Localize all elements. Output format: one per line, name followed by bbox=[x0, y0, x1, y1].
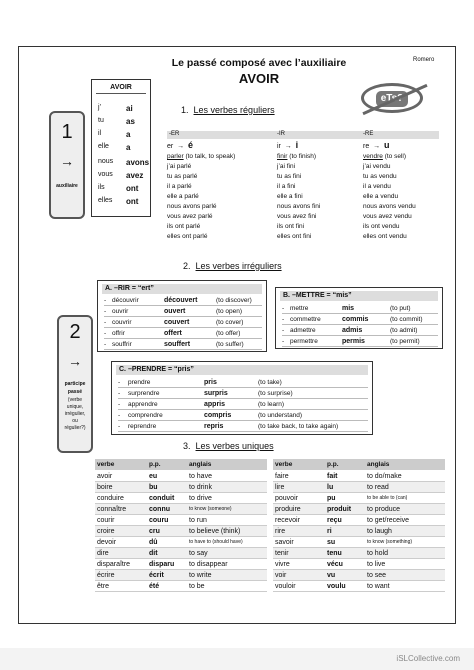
verb-row bbox=[118, 400, 368, 410]
unique-verb-row bbox=[273, 548, 445, 559]
infinitive: mettre bbox=[290, 305, 309, 312]
translation: to say bbox=[189, 550, 208, 557]
translation: (to suffer) bbox=[216, 341, 244, 348]
site-watermark: iSLCollective.com bbox=[396, 654, 460, 663]
verb: boire bbox=[97, 484, 113, 491]
pronoun: elles bbox=[98, 197, 113, 204]
translation: (to take) bbox=[258, 379, 282, 386]
er-column bbox=[167, 140, 275, 242]
past-participle: appris bbox=[204, 401, 226, 408]
verb-row bbox=[104, 340, 262, 350]
infinitive: comprendre bbox=[128, 412, 163, 419]
past-participle: tenu bbox=[327, 550, 342, 557]
verb-row bbox=[118, 411, 368, 421]
verb-row bbox=[104, 329, 262, 339]
bullet: - bbox=[104, 330, 107, 337]
conj-row bbox=[98, 197, 139, 206]
section-title: Les verbes irréguliers bbox=[195, 261, 282, 271]
infinitive: reprendre bbox=[128, 423, 157, 430]
translation: (to understand) bbox=[258, 412, 303, 419]
er-form: vous avez parlé bbox=[167, 213, 213, 220]
arrow-icon: → bbox=[373, 143, 381, 150]
past-participle: offert bbox=[164, 330, 182, 337]
pp-ending: é bbox=[188, 140, 194, 150]
infinitive: admettre bbox=[290, 327, 316, 334]
step-1-box bbox=[49, 111, 85, 219]
past-participle: pu bbox=[327, 495, 336, 502]
translation: to have to (should have) bbox=[189, 539, 243, 545]
step-2-line: irrégulier, bbox=[64, 411, 86, 417]
past-participle: souffert bbox=[164, 341, 191, 348]
past-participle: commis bbox=[342, 316, 369, 323]
arrow-icon: → bbox=[284, 143, 292, 150]
verb: être bbox=[97, 583, 110, 590]
past-participle: compris bbox=[204, 412, 232, 419]
unique-verb-row bbox=[95, 570, 267, 581]
translation: to see bbox=[367, 572, 387, 579]
pp-ending: u bbox=[384, 140, 390, 150]
section-1-heading bbox=[181, 105, 275, 115]
footer-bar bbox=[0, 648, 474, 670]
translation: to laugh bbox=[367, 528, 392, 535]
ending: ir bbox=[277, 143, 281, 150]
past-participle: lu bbox=[327, 484, 334, 491]
bullet: - bbox=[282, 338, 285, 345]
unique-verb-row bbox=[95, 504, 267, 515]
step-2-line: participe bbox=[64, 381, 86, 387]
unique-verb-row bbox=[273, 493, 445, 504]
ir-form: il a fini bbox=[277, 183, 296, 190]
past-participle: repris bbox=[204, 423, 224, 430]
conj-row bbox=[98, 184, 139, 193]
unique-verb-row bbox=[95, 526, 267, 537]
past-participle: couvert bbox=[164, 319, 190, 326]
box-prendre bbox=[111, 361, 373, 435]
bullet: - bbox=[104, 308, 107, 315]
unique-verbs-table bbox=[95, 459, 445, 605]
column-header: p.p. bbox=[327, 461, 339, 468]
unique-verb-row bbox=[273, 471, 445, 482]
unique-verb-row bbox=[95, 537, 267, 548]
past-participle: conduit bbox=[149, 495, 175, 502]
verb: vivre bbox=[275, 561, 290, 568]
translation: to hold bbox=[367, 550, 389, 557]
er-form: nous avons parlé bbox=[167, 203, 217, 210]
section-title: Les verbes uniques bbox=[195, 441, 274, 451]
verb: rire bbox=[275, 528, 286, 535]
conj-row bbox=[98, 104, 133, 113]
aux-form: a bbox=[126, 143, 131, 152]
re-form: vous avez vendu bbox=[363, 213, 412, 220]
prohibition-slash bbox=[362, 84, 427, 115]
er-form: il a parlé bbox=[167, 183, 192, 190]
translation: to want bbox=[367, 583, 390, 590]
pronoun: j’ bbox=[98, 104, 102, 111]
bullet: - bbox=[118, 401, 121, 408]
speech-bubble-icon: eTs? bbox=[376, 91, 408, 107]
column-header: p.p. bbox=[149, 461, 161, 468]
translation: (to cover) bbox=[216, 319, 244, 326]
verb: faire bbox=[275, 473, 289, 480]
re-form: elle a vendu bbox=[363, 193, 399, 200]
unique-verb-row bbox=[273, 559, 445, 570]
column-header: verbe bbox=[275, 461, 293, 468]
step-2-line: régulier?) bbox=[64, 425, 86, 431]
translation: to run bbox=[189, 517, 207, 524]
arrow-right-icon: → bbox=[68, 353, 82, 369]
ir-form: elles ont fini bbox=[277, 233, 312, 240]
verb-row bbox=[282, 315, 438, 325]
re-header: -RE bbox=[363, 131, 374, 137]
translation: to read bbox=[367, 484, 389, 491]
verb: recevoir bbox=[275, 517, 300, 524]
infinitive: finir bbox=[277, 153, 288, 160]
past-participle: ri bbox=[327, 528, 332, 535]
unique-verb-row bbox=[95, 515, 267, 526]
past-participle: mis bbox=[342, 305, 355, 312]
bullet: - bbox=[118, 390, 121, 397]
er-form: j’ai parlé bbox=[167, 163, 192, 170]
infinitive: permettre bbox=[290, 338, 318, 345]
pronoun: vous bbox=[98, 171, 113, 178]
section-title: Les verbes réguliers bbox=[193, 105, 275, 115]
infinitive: couvrir bbox=[112, 319, 132, 326]
translation: (to open) bbox=[216, 308, 243, 315]
step-1-number: 1 bbox=[61, 121, 73, 143]
aux-form: avons bbox=[126, 158, 150, 167]
unique-verb-row bbox=[95, 482, 267, 493]
ir-column bbox=[277, 140, 363, 242]
past-participle: produit bbox=[327, 506, 352, 513]
translation: to get/receive bbox=[367, 517, 410, 524]
translation: to disappear bbox=[189, 561, 228, 568]
verb-row bbox=[104, 307, 262, 317]
verb-row bbox=[282, 304, 438, 314]
ending: er bbox=[167, 143, 174, 150]
aux-form: as bbox=[126, 117, 135, 126]
ir-form: j’ai fini bbox=[277, 163, 296, 170]
ir-form: ils ont fini bbox=[277, 223, 305, 230]
infinitive: parler bbox=[167, 153, 184, 160]
bullet: - bbox=[282, 316, 285, 323]
ir-rule bbox=[277, 140, 363, 152]
translation: to know (someone) bbox=[189, 506, 232, 512]
step-2-box bbox=[57, 315, 93, 453]
past-participle: su bbox=[327, 539, 336, 546]
past-participle: bu bbox=[149, 484, 158, 491]
past-participle: connu bbox=[149, 506, 170, 513]
pronoun: elle bbox=[98, 143, 109, 150]
translation: (to permit) bbox=[390, 338, 420, 345]
translation: (to put) bbox=[390, 305, 411, 312]
translation: (to offer) bbox=[216, 330, 241, 337]
unique-verb-row bbox=[95, 493, 267, 504]
translation: (to commit) bbox=[390, 316, 423, 323]
translation: to write bbox=[189, 572, 212, 579]
aux-form: ai bbox=[126, 104, 133, 113]
verb: écrire bbox=[97, 572, 115, 579]
unique-verb-row bbox=[95, 559, 267, 570]
aux-form: ont bbox=[126, 197, 139, 206]
bullet: - bbox=[104, 341, 107, 348]
ir-header: -IR bbox=[277, 131, 285, 137]
section-3-heading bbox=[183, 441, 274, 451]
verb: dire bbox=[97, 550, 109, 557]
step-2-line: passé bbox=[67, 389, 83, 395]
past-participle: fait bbox=[327, 473, 338, 480]
translation: to be able to (can) bbox=[367, 495, 408, 501]
past-participle: découvert bbox=[164, 297, 198, 304]
verb: croire bbox=[97, 528, 115, 535]
arrow-right-icon: → bbox=[60, 153, 74, 169]
er-rule bbox=[167, 140, 275, 152]
infinitive: apprendre bbox=[128, 401, 158, 408]
past-participle: eu bbox=[149, 473, 158, 480]
er-form: elles ont parlé bbox=[167, 233, 208, 240]
translation: to live bbox=[367, 561, 386, 568]
ir-infinitive bbox=[277, 152, 363, 162]
unique-verb-row bbox=[273, 526, 445, 537]
verb: pouvoir bbox=[275, 495, 298, 502]
translation: to be bbox=[189, 583, 205, 590]
translation: to have bbox=[189, 473, 212, 480]
unique-table-header bbox=[95, 459, 267, 470]
verb: lire bbox=[275, 484, 285, 491]
infinitive: ouvrir bbox=[112, 308, 129, 315]
re-column bbox=[363, 140, 447, 242]
verb: tenir bbox=[275, 550, 289, 557]
box-rir bbox=[97, 280, 267, 352]
conj-row bbox=[98, 158, 150, 167]
box-mettre bbox=[275, 287, 443, 349]
past-participle: permis bbox=[342, 338, 365, 345]
step-2-line: (verbe bbox=[67, 397, 83, 403]
pronoun: ils bbox=[98, 184, 105, 191]
section-2-heading bbox=[183, 261, 282, 271]
unique-verb-row bbox=[95, 581, 267, 592]
verb: voir bbox=[275, 572, 287, 579]
verb: devoir bbox=[97, 539, 117, 546]
step-2-line: unique, bbox=[66, 404, 84, 410]
infinitive: offrir bbox=[112, 330, 125, 337]
verb-row bbox=[104, 318, 262, 328]
verb: conduire bbox=[97, 495, 124, 502]
translation: (to sell) bbox=[384, 153, 406, 160]
unique-verb-row bbox=[273, 515, 445, 526]
infinitive: découvrir bbox=[112, 297, 139, 304]
infinitive: vendre bbox=[363, 153, 383, 160]
past-participle: vu bbox=[327, 572, 336, 579]
verb: courir bbox=[97, 517, 115, 524]
bullet: - bbox=[104, 319, 107, 326]
column-header: anglais bbox=[189, 461, 212, 468]
translation: (to talk, to speak) bbox=[185, 153, 236, 160]
unique-verb-row bbox=[273, 570, 445, 581]
er-infinitive bbox=[167, 152, 275, 162]
avoir-conjugation-box bbox=[91, 79, 151, 217]
past-participle: surpris bbox=[204, 390, 228, 397]
conj-row bbox=[98, 130, 131, 139]
translation: (to discover) bbox=[216, 297, 252, 304]
pronoun: il bbox=[98, 130, 102, 137]
unique-verb-row bbox=[95, 471, 267, 482]
pp-ending: i bbox=[295, 140, 299, 150]
past-participle: écrit bbox=[149, 572, 164, 579]
bullet: - bbox=[118, 379, 121, 386]
verb-row bbox=[118, 389, 368, 399]
no-etre-badge bbox=[361, 83, 423, 113]
past-participle: voulu bbox=[327, 583, 346, 590]
re-form: tu as vendu bbox=[363, 173, 397, 180]
box-prendre-header: C. –PRENDRE = “pris” bbox=[116, 365, 368, 375]
infinitive: souffrir bbox=[112, 341, 132, 348]
regular-header-bar bbox=[167, 131, 439, 139]
verb: savoir bbox=[275, 539, 294, 546]
past-participle: admis bbox=[342, 327, 363, 334]
worksheet-title: Le passé composé avec l’auxiliaire bbox=[171, 57, 347, 69]
verb-row bbox=[282, 326, 438, 336]
pronoun: tu bbox=[98, 117, 104, 124]
ir-form: tu as fini bbox=[277, 173, 302, 180]
translation: (to surprise) bbox=[258, 390, 293, 397]
bullet: - bbox=[282, 305, 285, 312]
bullet: - bbox=[282, 327, 285, 334]
unique-verb-row bbox=[273, 537, 445, 548]
translation: to drink bbox=[189, 484, 212, 491]
translation: to drive bbox=[189, 495, 212, 502]
re-form: nous avons vendu bbox=[363, 203, 416, 210]
aux-form: ont bbox=[126, 184, 139, 193]
box-mettre-header: B. –METTRE = “mis” bbox=[280, 291, 438, 301]
er-form: tu as parlé bbox=[167, 173, 198, 180]
past-participle: ouvert bbox=[164, 308, 186, 315]
step-2-number: 2 bbox=[69, 321, 81, 343]
section-number: 2. bbox=[183, 261, 191, 271]
verb-row bbox=[118, 422, 368, 432]
past-participle: pris bbox=[204, 379, 217, 386]
column-header: verbe bbox=[97, 461, 115, 468]
re-form: elles ont vendu bbox=[363, 233, 407, 240]
arrow-icon: → bbox=[177, 143, 185, 150]
bullet: - bbox=[104, 297, 107, 304]
worksheet-subtitle: AVOIR bbox=[238, 71, 280, 86]
er-header: -ER bbox=[169, 131, 180, 137]
verb-row bbox=[104, 296, 262, 306]
past-participle: disparu bbox=[149, 561, 175, 568]
translation: (to take back, to take again) bbox=[258, 423, 339, 430]
step-2-line: ou bbox=[72, 418, 78, 424]
translation: to produce bbox=[367, 506, 401, 513]
translation: (to finish) bbox=[289, 153, 317, 160]
section-number: 3. bbox=[183, 441, 191, 451]
avoir-box-header: AVOIR bbox=[110, 84, 132, 91]
conj-row bbox=[98, 171, 144, 180]
past-participle: reçu bbox=[327, 517, 342, 524]
ir-form: nous avons fini bbox=[277, 203, 321, 210]
translation: to believe (think) bbox=[189, 528, 241, 535]
past-participle: vécu bbox=[327, 561, 343, 568]
section-number: 1. bbox=[181, 105, 189, 115]
pronoun: nous bbox=[98, 158, 114, 165]
past-participle: été bbox=[149, 583, 160, 590]
step-1-label: auxiliaire bbox=[56, 183, 78, 189]
verb-row bbox=[118, 378, 368, 388]
infinitive: surprendre bbox=[128, 390, 160, 397]
er-form: elle a parlé bbox=[167, 193, 199, 200]
bullet: - bbox=[118, 412, 121, 419]
translation: (to admit) bbox=[390, 327, 418, 334]
unique-verb-row bbox=[273, 482, 445, 493]
unique-verb-row bbox=[95, 548, 267, 559]
verb: connaître bbox=[97, 506, 127, 513]
box-rir-header: A. –RIR = “ert” bbox=[102, 284, 262, 294]
re-form: ils ont vendu bbox=[363, 223, 400, 230]
ending: re bbox=[363, 143, 370, 150]
ir-form: vous avez fini bbox=[277, 213, 317, 220]
past-participle: dit bbox=[149, 550, 158, 557]
past-participle: couru bbox=[149, 517, 169, 524]
ir-form: elle a fini bbox=[277, 193, 303, 200]
divider bbox=[96, 93, 146, 94]
verb: produire bbox=[275, 506, 301, 513]
re-form: il a vendu bbox=[363, 183, 391, 190]
er-form: ils ont parlé bbox=[167, 223, 201, 230]
worksheet-page bbox=[18, 46, 456, 624]
conj-row bbox=[98, 117, 135, 126]
conj-row bbox=[98, 143, 131, 152]
unique-table-header bbox=[273, 459, 445, 470]
verb: vouloir bbox=[275, 583, 296, 590]
translation: (to learn) bbox=[258, 401, 285, 408]
aux-form: a bbox=[126, 130, 131, 139]
re-form: j’ai vendu bbox=[363, 163, 391, 170]
re-infinitive bbox=[363, 152, 447, 162]
verb: disparaître bbox=[97, 561, 131, 568]
infinitive: prendre bbox=[128, 379, 151, 386]
unique-verb-row bbox=[273, 504, 445, 515]
verb-row bbox=[282, 337, 438, 347]
past-participle: dû bbox=[149, 539, 158, 546]
re-rule bbox=[363, 140, 447, 152]
column-header: anglais bbox=[367, 461, 390, 468]
author-name: Romero bbox=[413, 57, 435, 63]
translation: to know (something) bbox=[367, 539, 413, 545]
translation: to do/make bbox=[367, 473, 402, 480]
verb: avoir bbox=[97, 473, 113, 480]
past-participle: cru bbox=[149, 528, 160, 535]
bullet: - bbox=[118, 423, 121, 430]
aux-form: avez bbox=[126, 171, 144, 180]
infinitive: commettre bbox=[290, 316, 321, 323]
unique-verb-row bbox=[273, 581, 445, 592]
